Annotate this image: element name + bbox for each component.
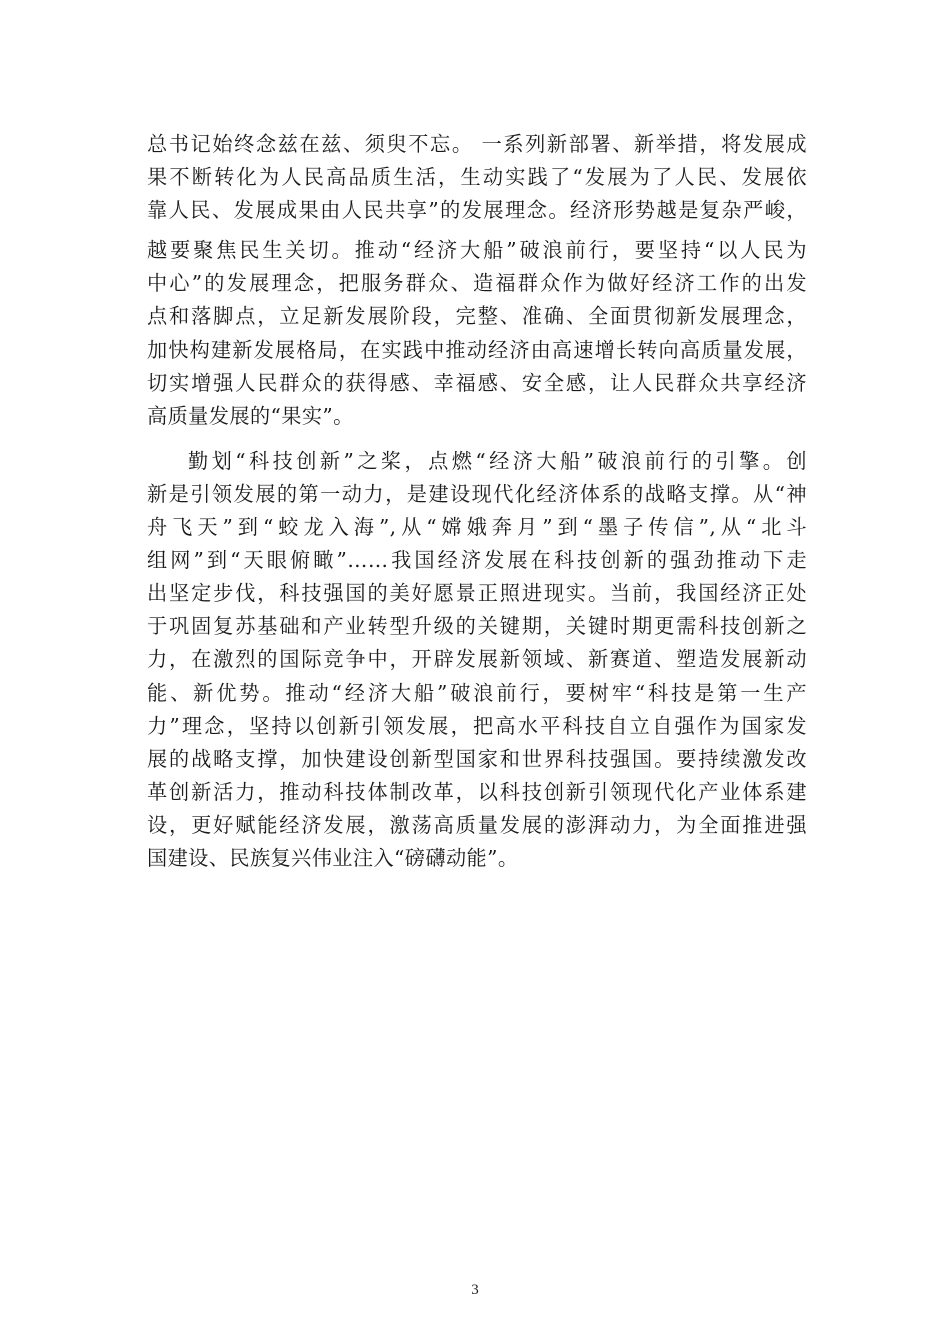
text-line: 总书记始终念兹在兹、须臾不忘。 一系列新部署、新举措，将发展成 <box>147 132 807 156</box>
paragraph-tech-innovation <box>147 445 807 875</box>
text-line: 新是引领发展的第一动力，是建设现代化经济体系的战略支撑。从“神 <box>147 481 807 506</box>
text-line: 高质量发展的“果实”。 <box>147 403 354 428</box>
text-line: 于巩固复苏基础和产业转型升级的关键期，关键时期更需科技创新之 <box>147 614 807 639</box>
paragraph-livelihood <box>147 128 807 433</box>
text-line: 越要聚焦民生关切。推动“经济大船”破浪前行，要坚持“以人民为 <box>147 238 807 263</box>
text-line: 展的战略支撑，加快建设创新型国家和世界科技强国。要持续激发改 <box>147 746 807 771</box>
text-line: 加快构建新发展格局，在实践中推动经济由高速增长转向高质量发展， <box>147 337 807 362</box>
text-line: 果不断转化为人民高品质生活，生动实践了“发展为了人民、发展依 <box>147 165 807 190</box>
text-line: 设，更好赋能经济发展，激荡高质量发展的澎湃动力，为全面推进强 <box>147 812 807 837</box>
text-line: 组网”到“天眼俯瞰”……我国经济发展在科技创新的强劲推动下走 <box>147 548 807 573</box>
text-line: 国建设、民族复兴伟业注入“磅礴动能”。 <box>147 845 519 870</box>
text-line: 出坚定步伐，科技强国的美好愿景正照进现实。当前，我国经济正处 <box>147 581 807 606</box>
text-line: 革创新活力，推动科技体制改革，以科技创新引领现代化产业体系建 <box>147 779 807 804</box>
text-line: 中心”的发展理念，把服务群众、造福群众作为做好经济工作的出发 <box>147 271 807 296</box>
text-line: 靠人民、发展成果由人民共享”的发展理念。经济形势越是复杂严峻， <box>147 198 807 223</box>
text-line: 点和落脚点，立足新发展阶段，完整、准确、全面贯彻新发展理念， <box>147 304 807 329</box>
text-line: 能、新优势。推动“经济大船”破浪前行，要树牢“科技是第一生产 <box>147 680 807 705</box>
page-number: 3 <box>471 1282 479 1298</box>
body-text <box>147 128 807 875</box>
text-line: 切实增强人民群众的获得感、幸福感、安全感，让人民群众共享经济 <box>147 370 807 395</box>
text-line: 力”理念，坚持以创新引领发展，把高水平科技自立自强作为国家发 <box>147 713 807 738</box>
text-line: 力，在激烈的国际竞争中，开辟发展新领域、新赛道、塑造发展新动 <box>147 647 807 672</box>
text-line: 舟飞天”到“蛟龙入海”,从“嫦娥奔月”到“墨子传信”,从“北斗 <box>147 515 807 540</box>
text-line: 勤划“科技创新”之桨，点燃“经济大船”破浪前行的引擎。创 <box>188 448 807 473</box>
